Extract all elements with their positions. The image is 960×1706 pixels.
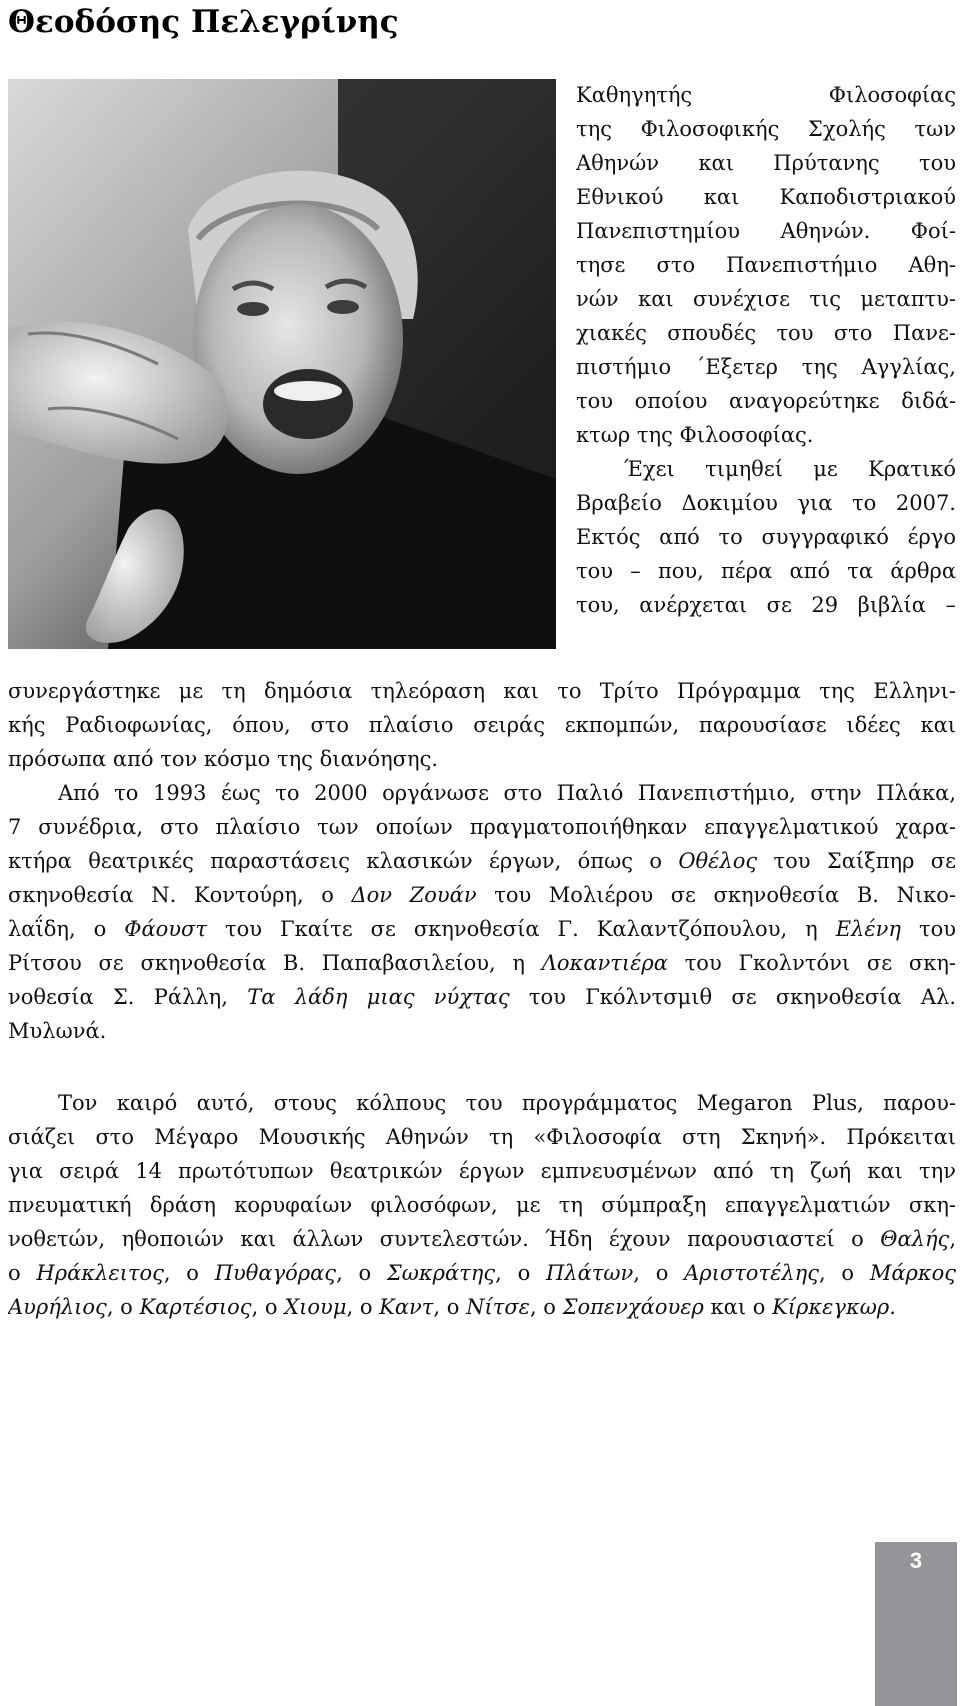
philosopher-name: Μάρκος: [869, 1261, 956, 1285]
text-line: του οποίου αναγορεύτηκε διδά-: [576, 389, 956, 413]
text-line: κτήρα θεατρικές παραστάσεις κλασικών έργων, όπως ο Οθέλος του Σαίξπηρ σε: [8, 849, 956, 873]
text-line: Πανεπιστημίου Αθηνών. Φοί-: [576, 219, 956, 243]
author-photo: [8, 79, 556, 649]
text-line: Εκτός από το συγγραφικό έργο: [576, 525, 956, 549]
philosopher-name: Καρτέσιος: [139, 1295, 252, 1319]
philosopher-name: Κίρκεγκωρ: [772, 1295, 890, 1319]
paragraph-continuation: [8, 674, 956, 776]
text-line: Από το 1993 έως το 2000 οργάνωσε στο Παλιό Πανεπιστήμιο, στην Πλάκα,: [58, 781, 956, 805]
text-line: Ρίτσου σε σκηνοθεσία Β. Παπαβασιλείου, η Λοκαντιέρα του Γκολντόνι σε σκη-: [8, 951, 956, 975]
text-line: Μυλωνά.: [8, 1019, 107, 1043]
text-line: 7 συνέδρια, στο πλαίσιο των οποίων πραγματοποιήθηκαν επαγγελματικού χαρα-: [8, 815, 956, 839]
text-fragment: .: [889, 1295, 896, 1319]
text-fragment: , ο: [106, 1295, 140, 1319]
play-title: Θαλής: [880, 1227, 950, 1251]
text-fragment: , ο: [819, 1261, 870, 1285]
text-line: κής Ραδιοφωνίας, όπου, στο πλαίσιο σειράς εκπομπών, παρουσίασε ιδέες και: [8, 713, 956, 737]
author-photo-illustration: [8, 79, 556, 649]
philosopher-name: Ηράκλειτος: [36, 1261, 164, 1285]
text-line: Αθηνών και Πρύτανης του: [576, 151, 956, 175]
text-fragment: , ο: [633, 1261, 685, 1285]
text-line: νοθετών, ηθοποιών και άλλων συντελεστών. Ήδη έχουν παρουσιαστεί ο Θαλής,: [8, 1227, 956, 1251]
play-title: Ελένη: [835, 917, 901, 941]
text-line: σιάζει στο Μέγαρο Μουσικής Αθηνών τη «Φιλοσοφία στη Σκηνή». Πρόκειται: [8, 1125, 956, 1149]
play-title: Λοκαντιέρα: [541, 951, 668, 975]
philosopher-name: Αυρήλιος: [8, 1295, 107, 1319]
page-number: 3: [909, 1548, 923, 1573]
text-line: Έχει τιμηθεί με Κρατικό: [624, 457, 956, 481]
play-title: Οθέλος: [678, 849, 758, 873]
text-fragment: , ο: [251, 1295, 285, 1319]
text-line: πνευματική δράση κορυφαίων φιλοσόφων, με τη σύμπραξη επαγγελματιών σκη-: [8, 1193, 956, 1217]
text-fragment: , ο: [433, 1295, 467, 1319]
philosopher-name: Πλάτων: [545, 1261, 634, 1285]
page-title: Θεοδόσης Πελεγρίνης: [8, 4, 399, 40]
text-fragment: , ο: [163, 1261, 215, 1285]
text-line: κτωρ της Φιλοσοφίας.: [576, 423, 814, 447]
text-line: Βραβείο Δοκιμίου για το 2007.: [576, 491, 956, 515]
text-line: χιακές σπουδές του στο Πανε-: [576, 321, 956, 345]
side-paragraph: [576, 78, 956, 622]
text-line: πιστήμιο ΄Εξετερ της Αγγλίας,: [576, 355, 956, 379]
text-line: Τον καιρό αυτό, στους κόλπους του προγράμματος Megaron Plus, παρου-: [58, 1091, 956, 1115]
text-line: [8, 1290, 956, 1324]
text-fragment: , ο: [336, 1261, 387, 1285]
philosopher-name: Σωκράτης: [386, 1261, 496, 1285]
paragraph-productions: [8, 776, 956, 1048]
text-line: σκηνοθεσία Ν. Κοντούρη, ο Δον Ζουάν του Μολιέρου σε σκηνοθεσία Β. Νικο-: [8, 883, 956, 907]
play-title: Τα λάδη μιας νύχτας: [247, 985, 510, 1009]
play-title: Δον Ζουάν: [351, 883, 477, 907]
philosopher-name: Νίτσε: [466, 1295, 530, 1319]
philosopher-name: Αριστοτέλης: [684, 1261, 819, 1285]
text-fragment: , ο: [346, 1295, 380, 1319]
page-number-box: [875, 1542, 957, 1706]
text-line: Εθνικού και Καποδιστριακού: [576, 185, 956, 209]
text-line: [8, 1256, 956, 1290]
text-fragment: και ο: [703, 1295, 773, 1319]
philosopher-name: Σοπενχάουερ: [562, 1295, 704, 1319]
text-fragment: , ο: [529, 1295, 563, 1319]
text-line: νοθεσία Σ. Ράλλη, Τα λάδη μιας νύχτας του Γκόλντσμιθ σε σκηνοθεσία Αλ.: [8, 985, 956, 1009]
paragraph-megaron-plus: [8, 1086, 956, 1324]
text-line: για σειρά 14 πρωτότυπων θεατρικών έργων εμπνευσμένων από τη ζωή και την: [8, 1159, 956, 1183]
philosopher-name: Πυθαγόρας: [214, 1261, 337, 1285]
text-line: της Φιλοσοφικής Σχολής των: [576, 117, 956, 141]
text-line: Καθηγητής Φιλοσοφίας: [576, 83, 956, 107]
text-line: του, ανέρχεται σε 29 βιβλία –: [576, 593, 956, 617]
text-line: λαΐδη, ο Φάουστ του Γκαίτε σε σκηνοθεσία Γ. Καλαντζόπουλου, η Ελένη του: [8, 917, 956, 941]
philosopher-name: Καντ: [379, 1295, 434, 1319]
text-line: του – που, πέρα από τα άρθρα: [576, 559, 956, 583]
text-line: πρόσωπα από τον κόσμο της διανόησης.: [8, 747, 439, 771]
play-title: Φάουστ: [124, 917, 208, 941]
text-fragment: , ο: [495, 1261, 546, 1285]
text-line: συνεργάστηκε με τη δημόσια τηλεόραση και το Τρίτο Πρόγραμμα της Ελληνι-: [8, 679, 956, 703]
text-line: τησε στο Πανεπιστήμιο Αθη-: [576, 253, 956, 277]
text-fragment: ο: [8, 1261, 37, 1285]
text-line: νών και συνέχισε τις μεταπτυ-: [576, 287, 956, 311]
philosopher-name: Χιουμ: [284, 1295, 347, 1319]
